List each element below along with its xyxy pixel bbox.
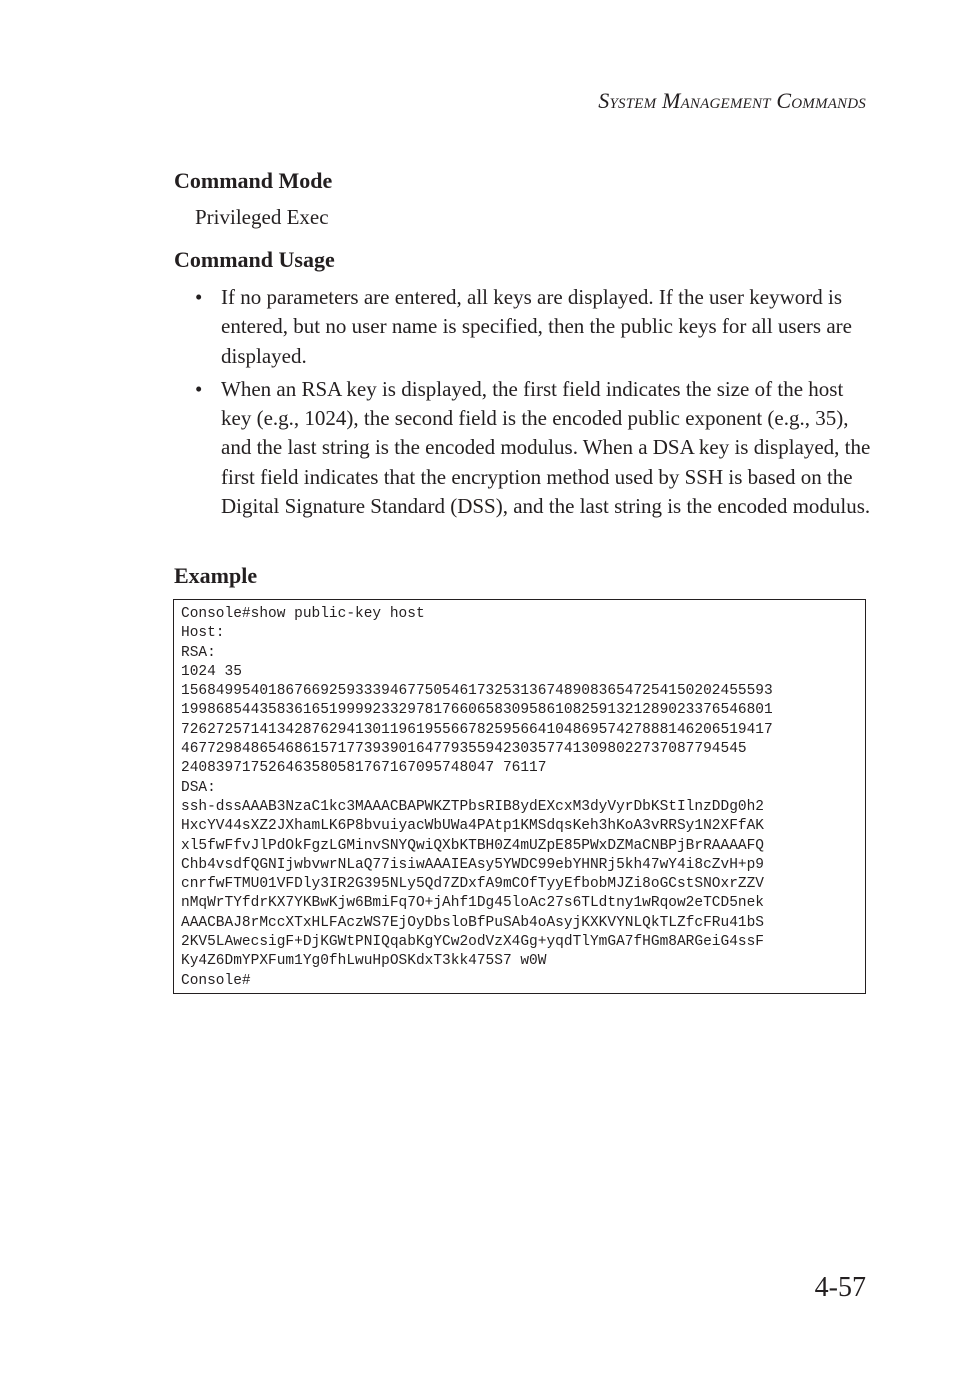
bullet-icon: • — [195, 285, 203, 309]
code-example-box — [173, 599, 866, 994]
list-item — [195, 283, 875, 371]
code-line: Ky4Z6DmYPXFum1Yg0fhLwuHpOSKdxT3kk475S7 w0W — [181, 953, 547, 970]
code-line: 72627257141342876294130119619556678259566410486957427888146206519417 — [181, 721, 773, 738]
command-mode-heading: Command Mode — [174, 168, 333, 193]
code-line: HxcYV44sXZ2JXhamLK6P8bvuiyacWbUWa4PAtp1KMSdqsKeh3hKoA3vRRSy1N2XFfAK — [181, 818, 764, 835]
list-item — [195, 375, 875, 521]
bullet-icon: • — [195, 376, 203, 401]
command-usage-list — [195, 283, 875, 521]
code-line: nMqWrTYfdrKX7YKBwKjw6BmiFq7O+jAhf1Dg45loAc27s6TLdtny1wRqow2eTCD5nek — [181, 895, 764, 912]
page-number: 4-57 — [814, 1272, 866, 1303]
code-line: Console#show public-key host — [181, 606, 425, 622]
code-line: 2KV5LAwecsigF+DjKGWtPNIQqabKgYCw2odVzX4Gg+yqdTlYmGA7fHGm8ARGeiG4ssF — [181, 934, 764, 951]
code-line: 19986854435836165199992332978176606583095861082591321289023376546801 — [181, 702, 773, 719]
code-line: RSA: — [181, 644, 216, 661]
code-line: AAACBAJ8rMccXTxHLFAczWS7EjOyDbsloBfPuSAb4oAsyjKXKVYNLQkTLZfcFRu41bS — [181, 914, 764, 931]
code-line: Console# — [181, 972, 251, 989]
running-header: System Management Commands — [598, 88, 866, 113]
code-line: cnrfwFTMU01VFDly3IR2G395NLy5Qd7ZDxfA9mCOfTyyEfbobMJZi8oGCstSNOxrZZV — [181, 876, 764, 893]
code-line: 1024 35 — [181, 663, 242, 680]
code-line: 46772984865468615717739390164779355942303577413098022737087794545 — [181, 741, 747, 758]
code-line: Host: — [181, 625, 225, 642]
bullet-text: If no parameters are entered, all keys are displayed. If the user keyword is entered, but no user name is specified, then the public keys for all users are displayed. — [221, 285, 852, 368]
code-line: 240839717526463580581767167095748047 76117 — [181, 760, 547, 777]
code-line: 15684995401867669259333946775054617325313674890836547254150202455593 — [181, 683, 773, 700]
code-line: DSA: — [181, 779, 216, 796]
command-usage-heading: Command Usage — [174, 247, 335, 272]
code-line: ssh-dssAAAB3NzaC1kc3MAAACBAPWKZTPbsRIB8ydEXcxM3dyVyrDbKStIlnzDDg0h2 — [181, 798, 764, 815]
example-heading: Example — [174, 563, 258, 588]
code-line: xl5fwFfvJlPdOkFgzLGMinvSNYQwiQXbKTBH0Z4mUZpE85PWxDZMaCNBPjBrRAAAAFQ — [181, 837, 764, 854]
command-mode-value: Privileged Exec — [195, 205, 329, 229]
code-line: Chb4vsdfQGNIjwbvwrNLaQ77isiwAAAIEAsy5YWDC99ebYHNRj5kh47wY4i8cZvH+p9 — [181, 856, 764, 873]
bullet-text: When an RSA key is displayed, the first field indicates the size of the host key (e.g., 1024), the second field is the encoded public exponent (e.g., 35), and the last string is the encoded modulus. When a DSA key is displayed, the first field indicates that the encryption method used by SSH is based on the Digital Signature Standard (DSS), and the last string is the encoded modulus. — [221, 376, 871, 519]
